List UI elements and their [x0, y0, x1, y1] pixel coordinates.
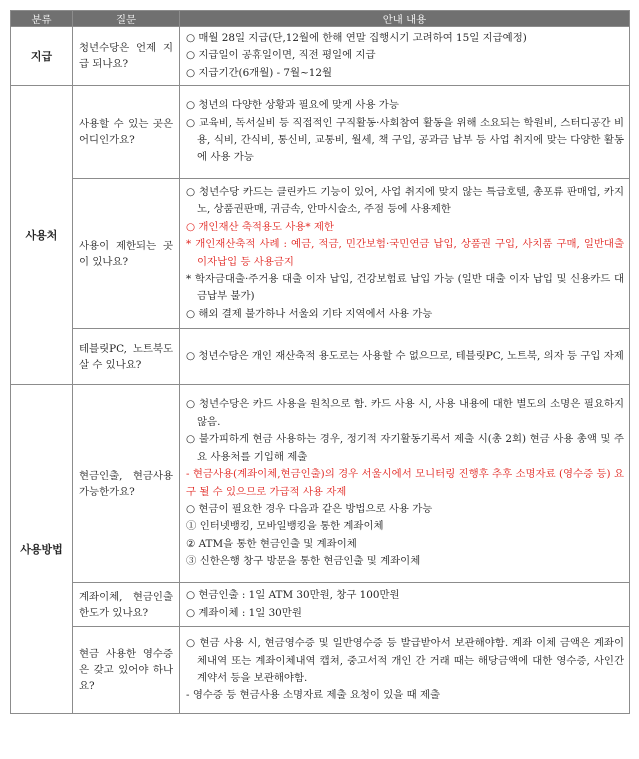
table-row: [11, 329, 630, 385]
category-payment: 지급: [11, 27, 73, 86]
answer-cell: [180, 179, 630, 329]
question-cell: 사용이 제한되는 곳이 있나요?: [73, 179, 180, 329]
answer-line: - 영수증 등 현금사용 소명자료 제출 요청이 있을 때 제출: [186, 689, 441, 702]
answer-cell: [180, 329, 630, 385]
answer-cell: [180, 86, 630, 179]
answer-cell: [180, 627, 630, 714]
answer-line: ○ 청년의 다양한 상황과 필요에 맞게 사용 가능: [186, 99, 399, 112]
answer-line: ○ 지급일이 공휴일이면, 직전 평일에 지급: [186, 49, 376, 62]
answer-cell: [180, 583, 630, 627]
answer-line: ○ 매월 28일 지급(단,12월에 한해 연말 집행시기 고려하여 15일 지급예정): [186, 31, 527, 44]
answer-cell: [180, 385, 630, 583]
answer-line: ○ 청년수당 카드는 클린카드 기능이 있어, 사업 취지에 맞지 않는 특급호텔, 총포류 판매업, 카지노, 상품권판매, 귀금속, 안마시술소, 주점 등에 사용제한: [186, 185, 624, 216]
answer-cell: [180, 27, 630, 86]
answer-line: ○ 계좌이체 : 1일 30만원: [186, 606, 302, 619]
answer-line-highlight: ○ 개인재산 축적용도 사용* 제한: [186, 220, 334, 233]
question-cell: 청년수당은 언제 지급 되나요?: [73, 27, 180, 86]
answer-line: ○ 교육비, 독서실비 등 직접적인 구직활동·사회참여 활동을 위해 소요되는 학원비, 스터디공간 비용, 식비, 간식비, 통신비, 교통비, 월세, 책 구입, 공과금 납부 등 사업 취지에 맞는 다양한 활동에 사용 가능: [186, 116, 624, 164]
header-category: 분류: [11, 11, 73, 27]
answer-line: ○ 해외 결제 불가하나 서울외 기타 지역에서 사용 가능: [186, 307, 433, 320]
answer-line: ○ 현금이 필요한 경우 다음과 같은 방법으로 사용 가능: [186, 502, 433, 515]
answer-line: * 학자금대출·주거용 대출 이자 납입, 건강보험료 납입 가능 (일반 대출 이자 납입 및 신용카드 대금납부 불가): [186, 272, 624, 303]
answer-line: ○ 지급기간(6개월) - 7월~12월: [186, 66, 333, 79]
table-row: [11, 179, 630, 329]
category-method: 사용방법: [11, 385, 73, 714]
question-cell: 계좌이체, 현금인출 한도가 있나요?: [73, 583, 180, 627]
question-cell: 테블릿PC, 노트북도 살 수 있나요?: [73, 329, 180, 385]
table-row: [11, 627, 630, 714]
answer-line-highlight: - 현금사용(계좌이체,현금인출)의 경우 서울시에서 모니터링 진행후 추후 소명자료 (영수증 등) 요구 될 수 있으므로 가급적 사용 자제: [186, 468, 624, 498]
faq-table: [10, 10, 630, 714]
header-question: 질문: [73, 11, 180, 27]
question-cell: 현금인출, 현금사용 가능한가요?: [73, 385, 180, 583]
table-header-row: [11, 11, 630, 27]
answer-line: ○ 청년수당은 개인 재산축적 용도로는 사용할 수 없으므로, 테블릿PC, 노트북, 의자 등 구입 자제: [186, 349, 624, 362]
header-answer: 안내 내용: [180, 11, 630, 27]
question-cell: 사용할 수 있는 곳은 어디인가요?: [73, 86, 180, 179]
table-row: [11, 385, 630, 583]
category-usage: 사용처: [11, 86, 73, 385]
answer-line: ○ 불가피하게 현금 사용하는 경우, 정기적 자기활동기록서 제출 시(총 2회) 현금 사용 총액 및 주요 사용처를 기입해 제출: [186, 433, 624, 463]
answer-line: ② ATM을 통한 현금인출 및 계좌이체: [186, 537, 357, 550]
answer-line: ○ 현금인출 : 1일 ATM 30만원, 창구 100만원: [186, 589, 400, 602]
answer-line: ③ 신한은행 창구 방문을 통한 현금인출 및 계좌이체: [186, 555, 421, 568]
table-row: [11, 86, 630, 179]
answer-line-highlight: * 개인재산축적 사례 : 예금, 적금, 민간보험·국민연금 납입, 상품권 구입, 사치품 구매, 일반대출 이자납입 등 사용금지: [186, 238, 624, 268]
answer-line: ○ 청년수당은 카드 사용을 원칙으로 함. 카드 사용 시, 사용 내용에 대한 별도의 소명은 필요하지 않음.: [186, 398, 624, 428]
answer-line: ① 인터넷뱅킹, 모바일뱅킹을 통한 계좌이체: [186, 520, 384, 533]
table-row: [11, 27, 630, 86]
question-cell: 현금 사용한 영수증은 갖고 있어야 하나요?: [73, 627, 180, 714]
answer-line: ○ 현금 사용 시, 현금영수증 및 일반영수증 등 발급받아서 보관해야함. 계좌 이체 금액은 계좌이체내역 또는 계좌이체내역 캡쳐, 중고서적 개인 간 거래 때는 해당금액에 대한 영수증, 사인간 계약서 등을 보관해야함.: [186, 637, 624, 684]
table-row: [11, 583, 630, 627]
